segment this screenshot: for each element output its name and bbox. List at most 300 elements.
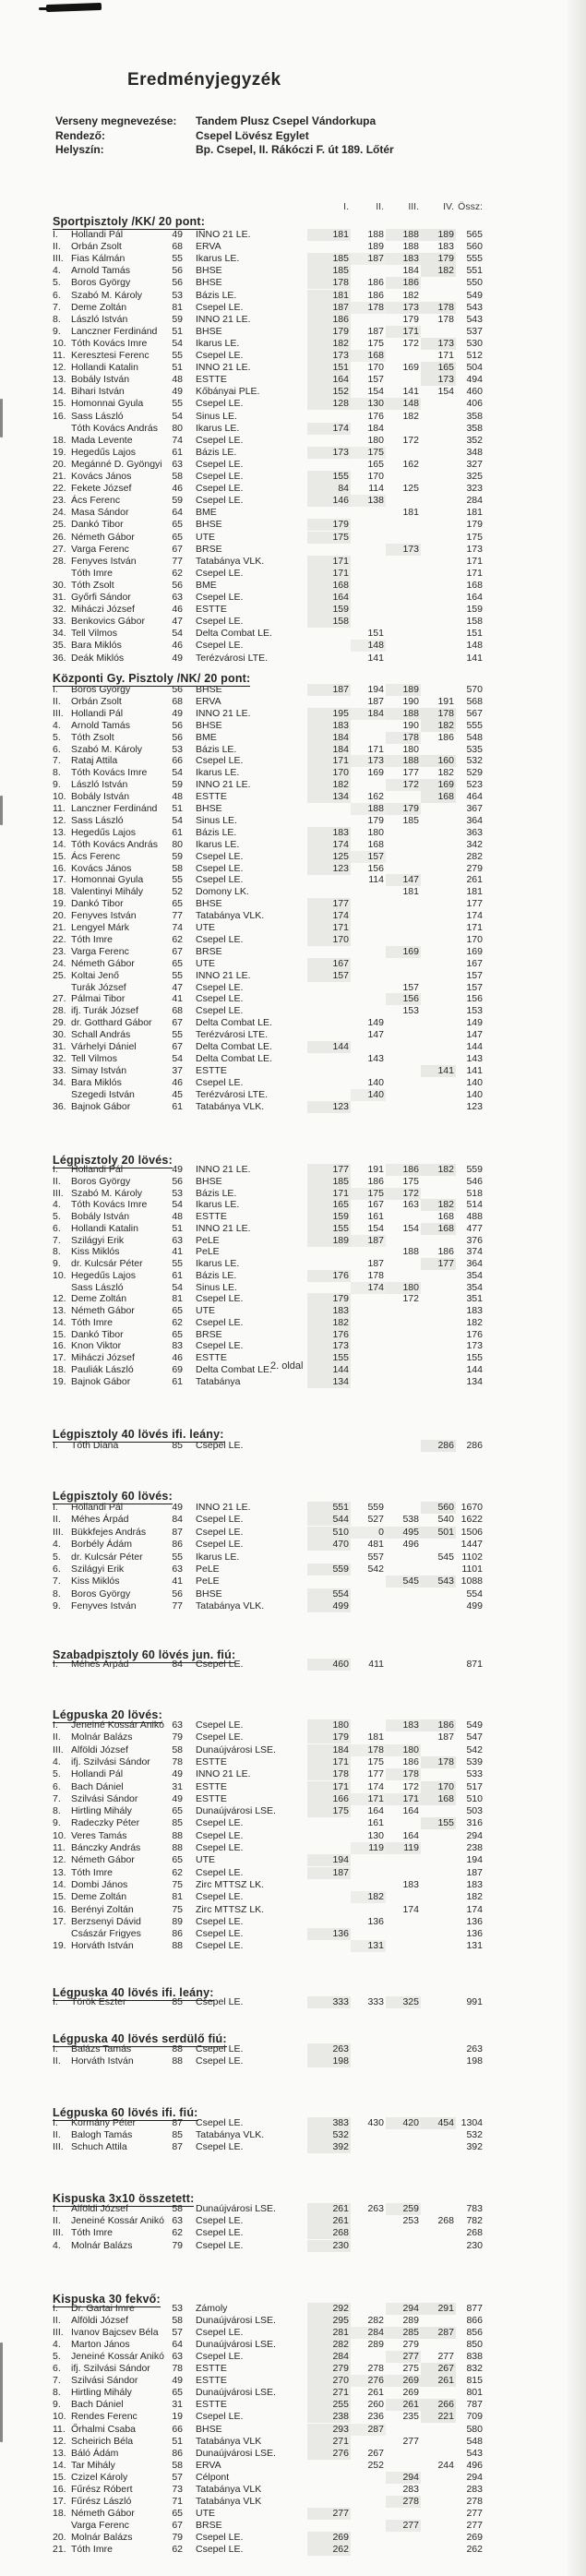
score-cell-2 xyxy=(351,732,386,744)
club-cell: Csepel LE. xyxy=(196,1940,244,1952)
score-cell-1 xyxy=(307,1830,351,1842)
number-cell: 65 xyxy=(172,1805,183,1817)
score-cell-2: 179 xyxy=(367,814,384,826)
name-cell: Németh Gábor xyxy=(71,2507,135,2519)
number-cell: 59 xyxy=(172,850,183,862)
rank-cell: 5. xyxy=(53,1211,61,1222)
result-row xyxy=(53,1842,586,1854)
club-cell: Bázis LE. xyxy=(196,446,237,458)
score-cell-2: 114 xyxy=(368,874,384,886)
column-header-2: II. xyxy=(376,201,384,212)
score-cell-4 xyxy=(421,946,456,958)
score-cell-4: 168 xyxy=(421,791,456,803)
score-cell-4 xyxy=(421,2532,456,2544)
result-row xyxy=(53,2117,586,2129)
score-cell-1 xyxy=(307,459,351,471)
number-cell: 46 xyxy=(172,483,183,495)
total-cell: 181 xyxy=(466,507,483,519)
score-cell-1: 171 xyxy=(307,1188,351,1200)
total-cell: 782 xyxy=(466,2215,483,2227)
result-row xyxy=(53,827,586,839)
club-cell: Dunaújvárosi LSE. xyxy=(196,2387,276,2399)
score-cell-3 xyxy=(386,1101,421,1113)
result-row xyxy=(53,1928,586,1940)
score-cell-2: 154 xyxy=(367,1222,384,1234)
club-cell: BHSE xyxy=(196,803,222,814)
score-cell-2: 175 xyxy=(367,1755,384,1767)
score-cell-1: 282 xyxy=(307,2339,351,2351)
score-cell-4 xyxy=(421,1317,456,1329)
score-cell-3 xyxy=(386,1041,421,1053)
result-row xyxy=(53,1211,586,1223)
name-cell: Hegedűs Lajos xyxy=(71,1269,137,1281)
score-cell-2 xyxy=(351,1576,386,1588)
total-cell: 364 xyxy=(466,814,483,826)
score-cell-2: 170 xyxy=(367,362,384,374)
club-cell: BHSE xyxy=(196,684,222,695)
score-cell-1: 184 xyxy=(307,744,351,756)
number-cell: 63 xyxy=(172,1234,183,1246)
score-cell-4 xyxy=(421,803,456,815)
score-cell-1: 499 xyxy=(307,1600,351,1612)
scan-artifact xyxy=(0,399,3,437)
club-cell: ESTTE xyxy=(196,2399,227,2411)
score-cell-2: 168 xyxy=(367,838,384,850)
score-cell-1: 269 xyxy=(307,2532,351,2544)
score-cell-4 xyxy=(421,1805,456,1817)
score-cell-2: 130 xyxy=(351,398,386,410)
score-cell-4 xyxy=(421,1539,456,1551)
score-cell-2 xyxy=(351,2544,386,2556)
name-cell: Őrhalmi Csaba xyxy=(71,2423,137,2435)
score-cell-4 xyxy=(421,423,456,435)
name-cell: Tóth Kovács András xyxy=(71,838,158,850)
number-cell: 69 xyxy=(172,1363,183,1375)
result-row xyxy=(53,640,586,652)
name-cell: Borbély Ádám xyxy=(71,1539,132,1551)
number-cell: 62 xyxy=(172,2227,183,2239)
score-cell-2: 276 xyxy=(351,2375,386,2387)
section-heading: Központi Gy. Pisztoly /NK/ 20 pont: xyxy=(53,672,251,685)
score-cell-1 xyxy=(307,241,351,253)
score-cell-3: 169 xyxy=(386,946,421,958)
score-cell-1 xyxy=(307,2496,351,2508)
club-cell: Csepel LE. xyxy=(196,458,244,470)
number-cell: 87 xyxy=(172,2117,183,2128)
total-cell: 1101 xyxy=(461,1564,483,1575)
rank-cell: 13. xyxy=(53,1305,66,1316)
club-cell: ERVA xyxy=(196,2459,221,2471)
club-cell: Csepel LE. xyxy=(196,2141,244,2153)
score-cell-4: 168 xyxy=(421,1793,456,1805)
result-row xyxy=(53,568,586,580)
score-cell-2: 165 xyxy=(367,458,384,470)
column-header-total: Össz: xyxy=(458,201,483,212)
meta-label-organizer: Rendező: xyxy=(55,128,105,142)
rank-cell: 6. xyxy=(53,2363,61,2375)
total-cell: 488 xyxy=(466,1211,483,1222)
club-cell: Csepel LE. xyxy=(196,755,244,767)
name-cell: Tóth Zsolt xyxy=(71,731,114,743)
number-cell: 80 xyxy=(172,838,183,850)
score-cell-2: 527 xyxy=(367,1514,384,1526)
name-cell: Bach Dániel xyxy=(71,1780,124,1792)
score-cell-4 xyxy=(421,2448,456,2460)
name-cell: Horváth István xyxy=(71,2055,134,2067)
score-cell-2: 289 xyxy=(367,2339,384,2351)
name-cell: Hirtling Mihály xyxy=(71,1805,132,1817)
name-cell: Tóth Kovács Imre xyxy=(71,337,148,349)
score-cell-1 xyxy=(307,993,351,1005)
score-cell-4: 182 xyxy=(421,1164,456,1176)
rank-cell: 8. xyxy=(53,1246,61,1258)
name-cell: Dankó Tibor xyxy=(71,519,124,531)
score-cell-3 xyxy=(386,1053,421,1065)
name-cell: Boros György xyxy=(71,684,131,695)
result-row xyxy=(53,970,586,982)
total-cell: 179 xyxy=(466,519,483,531)
club-cell: UTE xyxy=(196,1305,215,1316)
score-cell-2 xyxy=(351,1293,386,1305)
rank-cell: 21. xyxy=(53,471,66,482)
number-cell: 49 xyxy=(172,2375,183,2387)
name-cell: Szegedi István xyxy=(71,1088,135,1100)
rank-cell: 10. xyxy=(53,337,66,349)
total-cell: 529 xyxy=(466,767,483,779)
result-row xyxy=(53,815,586,827)
total-cell: 183 xyxy=(466,1305,483,1316)
score-cell-4: 141 xyxy=(421,1065,456,1077)
score-cell-1 xyxy=(307,1891,351,1903)
number-cell: 54 xyxy=(172,410,183,422)
score-cell-4: 221 xyxy=(421,2411,456,2423)
number-cell: 49 xyxy=(172,386,183,398)
score-cell-1: 168 xyxy=(307,580,351,592)
total-cell: 504 xyxy=(466,362,483,374)
score-cell-1: 173 xyxy=(307,447,351,459)
rank-cell xyxy=(53,568,71,580)
result-row xyxy=(53,1600,586,1612)
rank-cell: 19. xyxy=(53,1940,66,1952)
score-cell-3: 289 xyxy=(402,2315,419,2327)
name-cell: Megánné D. Gyöngyi xyxy=(71,458,162,470)
name-cell: Tóth Kovács Imre xyxy=(71,767,148,779)
club-cell: Kőbányai PLE. xyxy=(196,386,260,398)
name-cell: Koltai Jenő xyxy=(71,969,119,981)
score-cell-3: 171 xyxy=(386,1793,421,1805)
name-cell: Arnold Tamás xyxy=(71,265,131,277)
score-cell-2 xyxy=(351,720,386,732)
total-cell: 570 xyxy=(466,684,483,695)
score-cell-1 xyxy=(307,1842,351,1854)
score-cell-4 xyxy=(421,2484,456,2496)
result-row xyxy=(53,1164,586,1176)
score-cell-4 xyxy=(421,910,456,922)
score-cell-4: 171 xyxy=(437,350,454,361)
score-cell-3: 180 xyxy=(386,1282,421,1294)
number-cell: 55 xyxy=(172,350,183,361)
rank-cell: 33. xyxy=(53,1064,66,1076)
score-cell-1: 184 xyxy=(307,732,351,744)
score-cell-2: 130 xyxy=(367,1829,384,1841)
total-cell: 1304 xyxy=(460,2117,483,2128)
score-cell-2 xyxy=(351,1867,386,1879)
rank-cell: 35. xyxy=(53,640,66,652)
total-cell: 554 xyxy=(466,1588,483,1600)
club-cell: Csepel LE. xyxy=(196,1293,244,1305)
score-cell-1 xyxy=(307,507,351,519)
score-cell-3: 186 xyxy=(386,277,421,289)
result-row xyxy=(53,1916,586,1928)
rank-cell: 27. xyxy=(53,543,66,555)
total-cell: 514 xyxy=(466,1199,483,1211)
result-row xyxy=(53,732,586,744)
result-row xyxy=(53,1017,586,1029)
score-cell-3: 278 xyxy=(386,2496,421,2508)
result-row xyxy=(53,592,586,604)
number-cell: 56 xyxy=(172,684,183,695)
score-cell-3 xyxy=(386,863,421,875)
score-cell-3 xyxy=(386,1258,421,1270)
score-cell-1 xyxy=(307,1005,351,1017)
club-cell: Zirc MTTSZ LK. xyxy=(196,1903,265,1915)
result-row xyxy=(53,922,586,934)
result-row xyxy=(53,253,586,265)
score-cell-4: 178 xyxy=(421,1756,456,1768)
name-cell: Hirtling Mihály xyxy=(71,2387,132,2399)
score-cell-4 xyxy=(421,2339,456,2351)
club-cell: UTE xyxy=(196,2507,215,2519)
score-cell-1: 383 xyxy=(307,2117,351,2129)
score-cell-2 xyxy=(351,1305,386,1317)
club-cell: Csepel LE. xyxy=(196,2351,244,2363)
total-cell: 539 xyxy=(466,1755,483,1767)
score-cell-4 xyxy=(421,1005,456,1017)
result-row xyxy=(53,290,586,302)
number-cell: 67 xyxy=(172,543,183,555)
score-cell-3: 180 xyxy=(386,1744,421,1756)
rank-cell: I. xyxy=(53,684,58,695)
score-cell-2: 0 xyxy=(351,1527,386,1539)
result-row xyxy=(53,2375,586,2387)
result-row xyxy=(53,1588,586,1600)
result-row xyxy=(53,1867,586,1879)
column-header-3: III. xyxy=(408,201,419,212)
rank-cell: II. xyxy=(53,695,61,707)
score-cell-3 xyxy=(386,2055,421,2067)
meta-value-organizer: Csepel Lövész Egylet xyxy=(196,128,309,142)
score-cell-1: 181 xyxy=(307,290,351,302)
rank-cell: 4. xyxy=(53,1199,61,1211)
number-cell: 73 xyxy=(172,2483,183,2495)
result-row xyxy=(53,1731,586,1743)
score-cell-4 xyxy=(421,684,456,696)
club-cell: Csepel LE. xyxy=(196,1659,244,1670)
rank-cell: 34. xyxy=(53,1076,66,1088)
score-cell-2 xyxy=(351,265,386,277)
club-cell: ESTTE xyxy=(196,1352,227,1363)
total-cell: 269 xyxy=(466,2531,483,2543)
score-cell-4 xyxy=(421,1305,456,1317)
club-cell: Tatabánya xyxy=(196,1375,241,1387)
total-cell: 268 xyxy=(466,2227,483,2239)
club-cell: BME xyxy=(196,731,217,743)
rank-cell: 23. xyxy=(53,495,66,507)
score-cell-4: 186 xyxy=(421,1719,456,1731)
result-row xyxy=(53,1805,586,1817)
score-cell-1 xyxy=(307,886,351,898)
name-cell: Lanczner Ferdinánd xyxy=(71,325,158,337)
number-cell: 77 xyxy=(172,555,183,567)
name-cell: Várhelyi Dániel xyxy=(71,1041,137,1052)
name-cell: Valentinyi Mihály xyxy=(71,886,144,898)
number-cell: 55 xyxy=(172,398,183,410)
total-cell: 261 xyxy=(466,874,483,886)
total-cell: 549 xyxy=(466,1719,483,1731)
score-cell-1: 185 xyxy=(307,265,351,277)
score-cell-4 xyxy=(421,886,456,898)
score-cell-4 xyxy=(421,2203,456,2215)
score-cell-1 xyxy=(307,411,351,423)
rank-cell: 16. xyxy=(53,1903,66,1915)
club-cell: UTE xyxy=(196,957,215,969)
result-row xyxy=(53,653,586,665)
score-cell-1: 284 xyxy=(307,2351,351,2363)
score-cell-2: 141 xyxy=(367,652,384,664)
club-cell: Sinus LE. xyxy=(196,410,237,422)
rank-cell: 5. xyxy=(53,1768,61,1780)
result-row xyxy=(53,1176,586,1188)
club-cell: INNO 21 LE. xyxy=(196,313,251,325)
result-row xyxy=(53,1659,586,1671)
score-cell-3 xyxy=(386,1376,421,1388)
result-row xyxy=(53,1996,586,2008)
rank-cell: 11. xyxy=(53,803,66,814)
total-cell: 158 xyxy=(466,616,483,628)
rank-cell: 15. xyxy=(53,1891,66,1903)
rank-cell: 4. xyxy=(53,2339,61,2351)
rank-cell xyxy=(53,1282,71,1294)
score-cell-2 xyxy=(351,1005,386,1017)
number-cell: 67 xyxy=(172,2519,183,2531)
club-cell: INNO 21 LE. xyxy=(196,707,251,719)
rank-cell: 13. xyxy=(53,2447,66,2459)
score-cell-3 xyxy=(386,374,421,386)
number-cell: 86 xyxy=(172,2447,183,2459)
name-cell: Bánczky András xyxy=(71,1842,141,1853)
rank-cell: 18. xyxy=(53,2507,66,2519)
total-cell: 149 xyxy=(466,1017,483,1029)
section-heading: Légpuska 40 lövés serdülő fiú: xyxy=(53,2032,227,2045)
total-cell: 140 xyxy=(466,1088,483,1100)
club-cell: INNO 21 LE. xyxy=(196,779,251,791)
rank-cell: 32. xyxy=(53,1052,66,1064)
number-cell: 55 xyxy=(172,969,183,981)
score-cell-2: 136 xyxy=(367,1915,384,1927)
score-cell-2: 140 xyxy=(351,1089,386,1101)
result-row xyxy=(53,863,586,875)
club-cell: BHSE xyxy=(196,719,222,731)
total-cell: 543 xyxy=(466,313,483,325)
score-cell-3 xyxy=(386,2532,421,2544)
rank-cell: 14. xyxy=(53,2459,66,2471)
score-cell-1: 175 xyxy=(307,1805,351,1817)
score-cell-3: 177 xyxy=(402,767,419,779)
number-cell: 61 xyxy=(172,446,183,458)
club-cell: Delta Combat LE. xyxy=(196,1052,272,1064)
number-cell: 63 xyxy=(172,2351,183,2363)
rank-cell: 8. xyxy=(53,767,61,779)
number-cell: 62 xyxy=(172,933,183,945)
club-cell: Bázis LE. xyxy=(196,289,237,301)
name-cell: Kovács János xyxy=(71,471,132,482)
score-cell-3: 275 xyxy=(402,2363,419,2375)
club-cell: BME xyxy=(196,579,217,591)
total-cell: 352 xyxy=(466,434,483,446)
club-cell: Csepel LE. xyxy=(196,1842,244,1853)
score-cell-1: 187 xyxy=(307,302,351,314)
score-cell-1: 171 xyxy=(307,1781,351,1793)
club-cell: Tatabánya VLK. xyxy=(196,555,265,567)
score-cell-4 xyxy=(421,495,456,507)
score-cell-4 xyxy=(421,993,456,1005)
score-cell-2 xyxy=(351,519,386,531)
rank-cell: II. xyxy=(53,2129,61,2141)
score-cell-4 xyxy=(421,2240,456,2252)
total-cell: 460 xyxy=(466,386,483,398)
name-cell: Bach Dániel xyxy=(71,2399,124,2411)
score-cell-2 xyxy=(351,1904,386,1916)
score-cell-4 xyxy=(421,640,456,652)
score-cell-1: 171 xyxy=(307,556,351,568)
result-row xyxy=(53,1258,586,1270)
total-cell: 354 xyxy=(466,1269,483,1281)
number-cell: 46 xyxy=(172,640,183,652)
score-cell-3: 181 xyxy=(402,886,419,898)
number-cell: 62 xyxy=(172,2544,183,2555)
name-cell: Deák Miklós xyxy=(71,652,125,664)
score-cell-2 xyxy=(351,1317,386,1329)
score-cell-4: 187 xyxy=(437,1731,454,1743)
club-cell: Bázis LE. xyxy=(196,1187,237,1199)
rank-cell: 14. xyxy=(53,1316,66,1328)
total-cell: 169 xyxy=(466,945,483,957)
score-cell-2 xyxy=(351,958,386,970)
club-cell: Dunaújvárosi LSE. xyxy=(196,2447,276,2459)
name-cell: Bobály István xyxy=(71,374,130,386)
result-row xyxy=(53,2240,586,2252)
score-cell-4: 277 xyxy=(437,2351,454,2363)
result-row xyxy=(53,2436,586,2448)
total-cell: 144 xyxy=(466,1363,483,1375)
number-cell: 81 xyxy=(172,301,183,313)
score-cell-2 xyxy=(351,1376,386,1388)
score-cell-1 xyxy=(307,1053,351,1065)
rank-cell: 5. xyxy=(53,2351,61,2363)
rank-cell: I. xyxy=(53,1996,58,2007)
score-cell-2 xyxy=(351,2436,386,2448)
rank-cell: 24. xyxy=(53,957,66,969)
name-cell: Schall András xyxy=(71,1029,131,1041)
name-cell: Keresztesi Ferenc xyxy=(71,350,149,361)
club-cell: BRSE xyxy=(196,543,222,555)
result-row xyxy=(53,447,586,459)
result-row xyxy=(53,910,586,922)
score-cell-3 xyxy=(386,2240,421,2252)
number-cell: 64 xyxy=(172,2339,183,2351)
number-cell: 58 xyxy=(172,2315,183,2327)
club-cell: ESTTE xyxy=(196,2375,227,2387)
